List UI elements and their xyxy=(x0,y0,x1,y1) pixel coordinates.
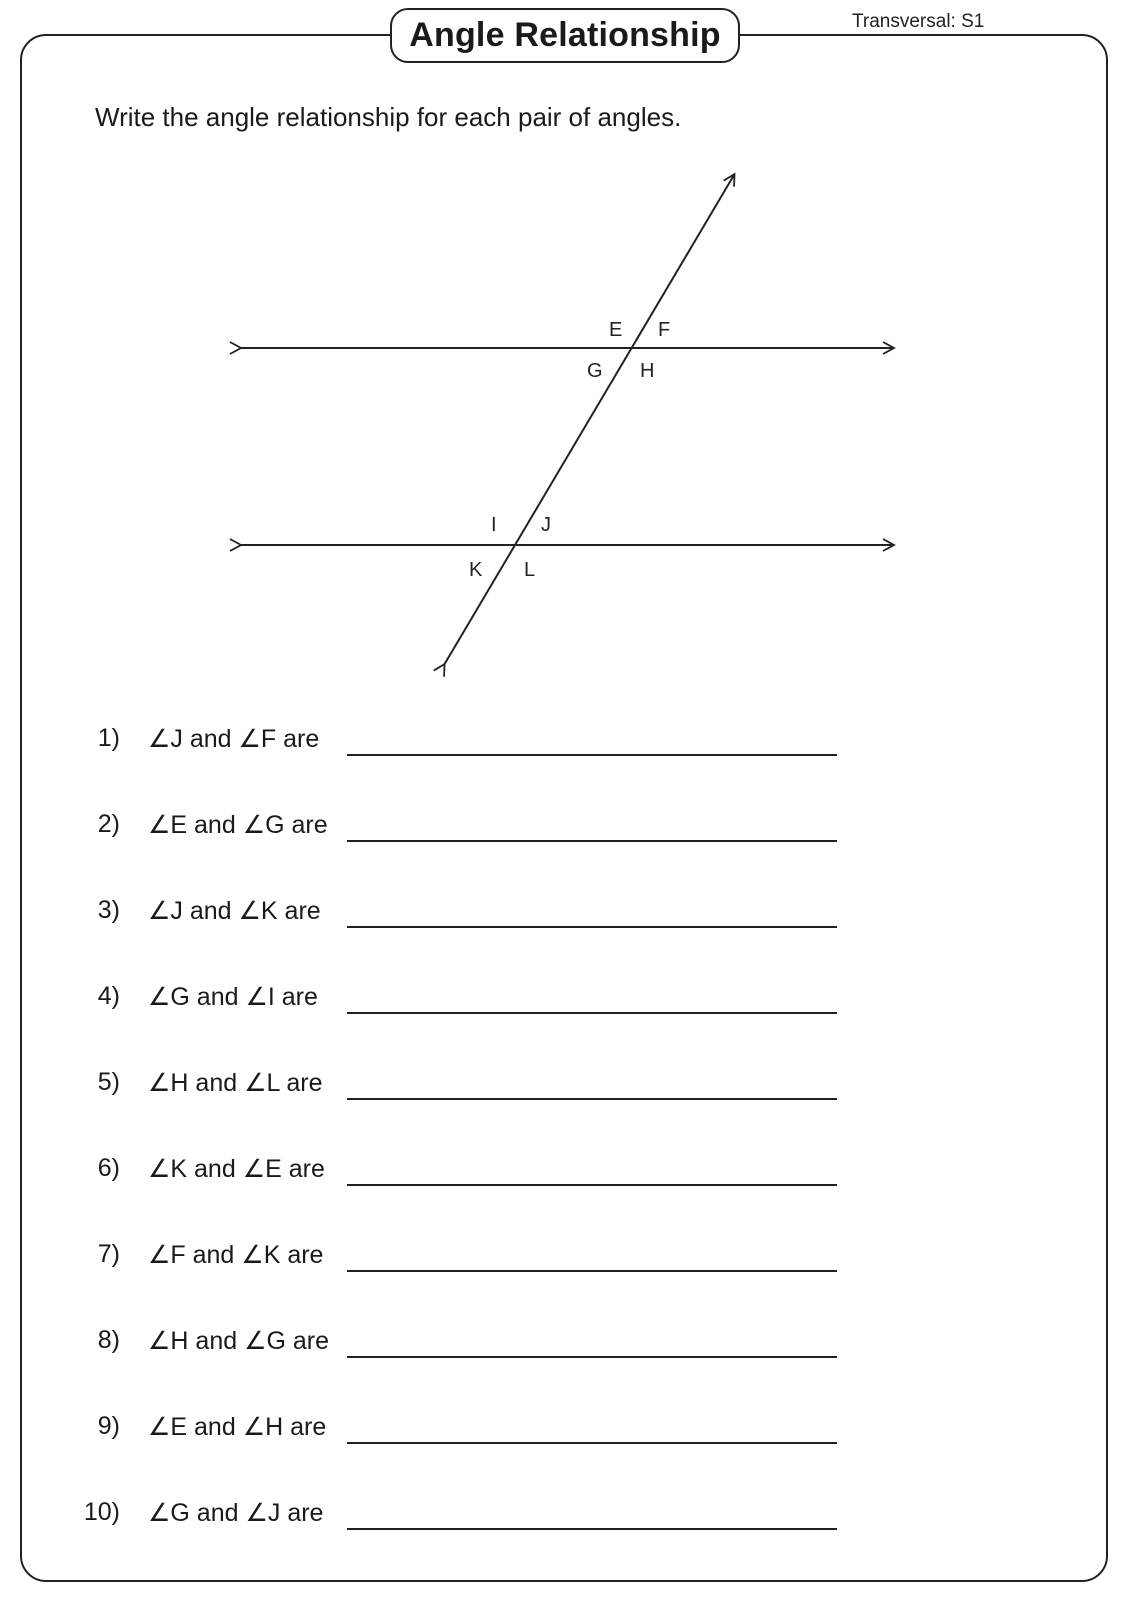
question-7 xyxy=(0,1240,1131,1280)
transversal-diagram xyxy=(0,0,1131,700)
question-number: 5) xyxy=(97,1068,120,1096)
question-text: ∠K and ∠E are xyxy=(148,1155,325,1183)
question-number: 10) xyxy=(83,1498,120,1526)
instructions-text: Write the angle relationship for each pair of angles. xyxy=(95,102,682,132)
answer-line[interactable] xyxy=(347,754,837,756)
answer-line[interactable] xyxy=(347,1528,837,1530)
question-8 xyxy=(0,1326,1131,1366)
question-5 xyxy=(0,1068,1131,1108)
worksheet-title: Angle Relationship xyxy=(390,8,740,63)
question-text: ∠J and ∠K are xyxy=(148,897,321,925)
worksheet-code: Transversal: S1 xyxy=(852,11,985,32)
question-4 xyxy=(0,982,1131,1022)
question-number: 8) xyxy=(97,1326,120,1354)
question-text: ∠G and ∠I are xyxy=(148,983,318,1011)
question-number: 2) xyxy=(97,810,120,838)
answer-line[interactable] xyxy=(347,926,837,928)
angle-label-f: F xyxy=(658,319,671,341)
question-text: ∠J and ∠F are xyxy=(148,725,320,753)
question-number: 1) xyxy=(97,724,120,752)
question-9 xyxy=(0,1412,1131,1452)
question-1 xyxy=(0,724,1131,764)
question-number: 9) xyxy=(97,1412,120,1440)
question-text: ∠H and ∠G are xyxy=(148,1327,330,1355)
question-text: ∠G and ∠J are xyxy=(148,1499,324,1527)
answer-line[interactable] xyxy=(347,1098,837,1100)
answer-line[interactable] xyxy=(347,840,837,842)
angle-label-l: L xyxy=(524,559,536,581)
angle-label-h: H xyxy=(640,360,655,382)
question-6 xyxy=(0,1154,1131,1194)
question-text: ∠F and ∠K are xyxy=(148,1241,324,1269)
question-text: ∠H and ∠L are xyxy=(148,1069,323,1097)
answer-line[interactable] xyxy=(347,1012,837,1014)
question-number: 4) xyxy=(97,982,120,1010)
question-text: ∠E and ∠H are xyxy=(148,1413,327,1441)
answer-line[interactable] xyxy=(347,1270,837,1272)
question-10 xyxy=(0,1498,1131,1538)
answer-line[interactable] xyxy=(347,1356,837,1358)
question-number: 7) xyxy=(97,1240,120,1268)
angle-label-k: K xyxy=(469,559,483,581)
question-3 xyxy=(0,896,1131,936)
answer-line[interactable] xyxy=(347,1442,837,1444)
question-number: 6) xyxy=(97,1154,120,1182)
question-number: 3) xyxy=(97,896,120,924)
angle-label-j: J xyxy=(541,514,551,536)
angle-label-g: G xyxy=(587,360,603,382)
angle-label-e: E xyxy=(609,319,623,341)
transversal-line xyxy=(444,175,734,665)
question-2 xyxy=(0,810,1131,850)
angle-label-i: I xyxy=(491,514,497,536)
question-text: ∠E and ∠G are xyxy=(148,811,328,839)
answer-line[interactable] xyxy=(347,1184,837,1186)
